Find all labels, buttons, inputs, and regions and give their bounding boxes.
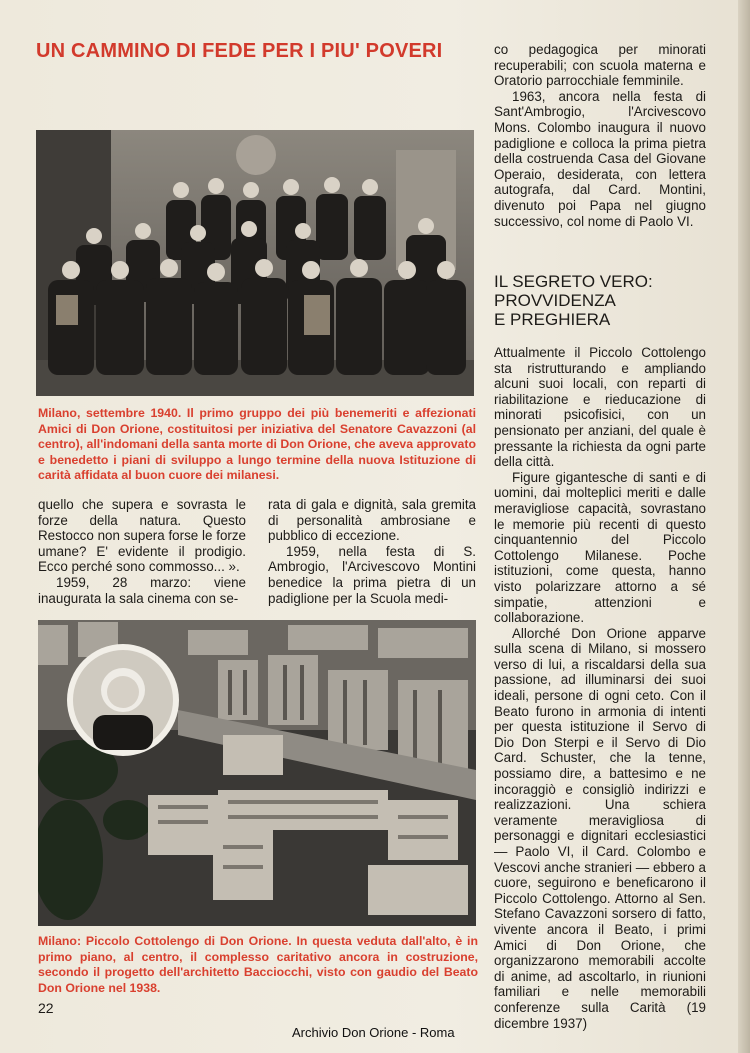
section-title-line: IL SEGRETO VERO: xyxy=(494,272,653,291)
section-title-line: E PREGHIERA xyxy=(494,310,611,329)
section-title xyxy=(494,272,714,329)
paragraph: Allorché Don Orione apparve sulla scena di Milano, si mossero verso di lui, a riscaldarsi della sua passione, ad illuminarsi dei suoi ideali, persone di ogni ceto. Con il Beato furono in armonia di intenti per questa istituzione il Servo di Dio Don Sterpi e il Servo di Dio Card. Schuster, che la tenne, possiamo dire, a battesimo e ne incoraggiò e consigliò indirizzi e realizzazioni. Una schiera veramente meravigliosa di personaggi e dignitari ecclesiastici — Paolo VI, il Card. Colombo e Vescovi anche stranieri — ebbero a cuore, seguirono e beneficarono il Piccolo Cottolengo. Attorno al Sen. Stefano Cavazzoni sorsero di fatto, vivente ancora il Beato, i primi Amici di Don Orione, che organizzarono memorabili accolte di anime, ad ascoltarlo, in riunioni familiari e nelle memorabili conferenze sulla Carità (19 dicembre 1937) xyxy=(494,625,706,1031)
archive-label: Archivio Don Orione - Roma xyxy=(292,1025,455,1040)
headline: UN CAMMINO DI FEDE PER I PIU' POVERI xyxy=(36,40,443,62)
text-column-b xyxy=(268,497,476,606)
page-number: 22 xyxy=(38,1000,54,1016)
section-title-line: PROVVIDENZA xyxy=(494,291,616,310)
group-photo-caption: Milano, settembre 1940. Il primo gruppo dei più benemeriti e affezionati Amici di Don Orione, costituitosi per iniziativa del Senatore Cavazzoni (al centro), all'indomani della santa morte di Don Orione, che aveva approvato e benedetto i piani di sviluppo a lungo termine della nuova Istituzione di carità affidata al buon cuore dei milanesi. xyxy=(38,406,476,482)
paragraph: Attualmente il Piccolo Cottolengo sta ristrutturando e ampliando alcuni suoi locali, con reparti di riabilitazione e rieducazione di minorati psicofisici, con un pensionato per anziani, del quale è pressante la richiesta da ogni parte della città. xyxy=(494,345,706,470)
group-photo-image xyxy=(36,130,474,396)
text-column-a xyxy=(38,497,246,606)
paragraph: 1959, 28 marzo: viene inaugurata la sala cinema con se- xyxy=(38,574,246,606)
paragraph: 1963, ancora nella festa di Sant'Ambrogio, l'Arcivescovo Mons. Colombo inaugura il nuovo padiglione e colloca la prima pietra della costruenda Casa del Giovane Operaio, desiderata, con lettera autografa, dal Card. Montini, divenuto poi Papa nel giugno successivo, col nome di Paolo VI. xyxy=(494,88,706,229)
text-column-c-lower xyxy=(494,345,706,1031)
paragraph: Figure gigantesche di santi e di uomini, dai molteplici meriti e dalle meravigliose capacità, sovrastano le memorie più recenti di questo cinquantennio del Piccolo Cottolengo Milanese. Poche istituzioni, come questa, hanno visto polarizzare attorno a sé simpatie, attenzioni e collaborazione. xyxy=(494,469,706,626)
aerial-photo xyxy=(38,620,476,926)
page-edge xyxy=(738,0,750,1053)
paragraph: 1959, nella festa di S. Ambrogio, l'Arcivescovo Montini benedice la prima pietra di un padiglione per la Scuola medi- xyxy=(268,543,476,606)
group-photo xyxy=(36,130,474,396)
text-column-c xyxy=(494,42,706,229)
paragraph: rata di gala e dignità, sala gremita di personalità ambrosiane e pubblico di eccezione. xyxy=(268,497,476,544)
paragraph: quello che supera e sovrasta le forze della natura. Questo Restocco non supera forse le forze umane? E' evidente il prodigio. Ecco perché sono commosso... ». xyxy=(38,497,246,575)
aerial-photo-caption: Milano: Piccolo Cottolengo di Don Orione. In questa veduta dall'alto, è in primo piano, al centro, il complesso caritativo ancora in costruzione, secondo il progetto dell'architetto Bacciocchi, visto con gaudio del Beato Don Orione nel 1938. xyxy=(38,934,478,995)
aerial-photo-image xyxy=(38,620,476,926)
paragraph: co pedagogica per minorati recuperabili; con scuola materna e Oratorio parrocchiale femminile. xyxy=(494,42,706,89)
